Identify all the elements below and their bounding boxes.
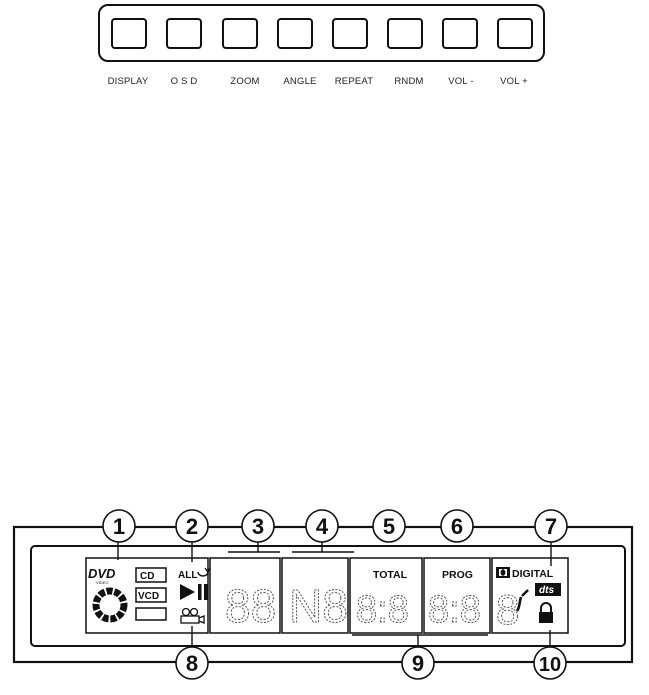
callout-7 xyxy=(535,510,567,542)
repeat-label: REPEAT xyxy=(334,76,374,87)
angle-label: ANGLE xyxy=(283,76,317,87)
camera-angle-icon xyxy=(181,609,204,624)
callout-6 xyxy=(441,510,473,542)
total-label: TOTAL xyxy=(373,569,408,581)
svg-text:10: 10 xyxy=(538,654,562,676)
pause-bar-left-icon xyxy=(198,584,202,600)
audio-channel-digit: 8 xyxy=(496,586,520,633)
lock-icon xyxy=(539,612,553,623)
svg-text:1: 1 xyxy=(112,514,126,539)
prog-label: PROG xyxy=(442,569,473,581)
blank-indicator xyxy=(136,608,166,620)
display-label: DISPLAY xyxy=(107,76,149,87)
svg-text:8: 8 xyxy=(185,651,199,676)
zoom-label: ZOOM xyxy=(230,76,260,87)
svg-text:9: 9 xyxy=(411,651,425,676)
callout-5 xyxy=(373,510,405,542)
svg-text:5: 5 xyxy=(382,514,396,539)
svg-text:4: 4 xyxy=(315,514,329,539)
dts-label: dts xyxy=(539,585,554,596)
total-time-digits: 8:8 xyxy=(356,589,409,631)
disc-spin-icon xyxy=(96,591,124,619)
svg-text:6: 6 xyxy=(450,514,464,539)
cd-label: CD xyxy=(140,571,155,582)
random-label: RNDM xyxy=(394,76,424,87)
dvd-video-text: VIDEO xyxy=(96,580,109,585)
repeat-all-label: ALL xyxy=(178,570,198,581)
callout-3 xyxy=(242,510,274,542)
svg-text:7: 7 xyxy=(544,514,558,539)
volume-down-label: VOL - xyxy=(448,76,474,87)
callout-1 xyxy=(103,510,135,542)
lock-shackle-icon xyxy=(541,603,551,612)
dolby-digital-icon xyxy=(496,567,510,578)
prog-time-digits: 8:8 xyxy=(428,589,481,631)
dvd-logo: DVD xyxy=(88,566,116,581)
callout-2 xyxy=(176,510,208,542)
vcd-label: VCD xyxy=(138,591,160,602)
digital-label: DIGITAL xyxy=(512,568,554,580)
svg-text:2: 2 xyxy=(185,514,199,539)
callout-9 xyxy=(402,647,434,679)
svg-text:3: 3 xyxy=(251,514,265,539)
callout-4 xyxy=(306,510,338,542)
pause-bar-right-icon xyxy=(204,584,208,600)
play-icon xyxy=(180,584,195,600)
title-digits: 88 xyxy=(225,580,277,632)
callout-8 xyxy=(176,647,208,679)
osd-label: O S D xyxy=(170,76,198,87)
chapter-digits: N8 xyxy=(289,580,348,632)
volume-up-label: VOL + xyxy=(500,76,528,87)
callout-10 xyxy=(534,647,566,679)
